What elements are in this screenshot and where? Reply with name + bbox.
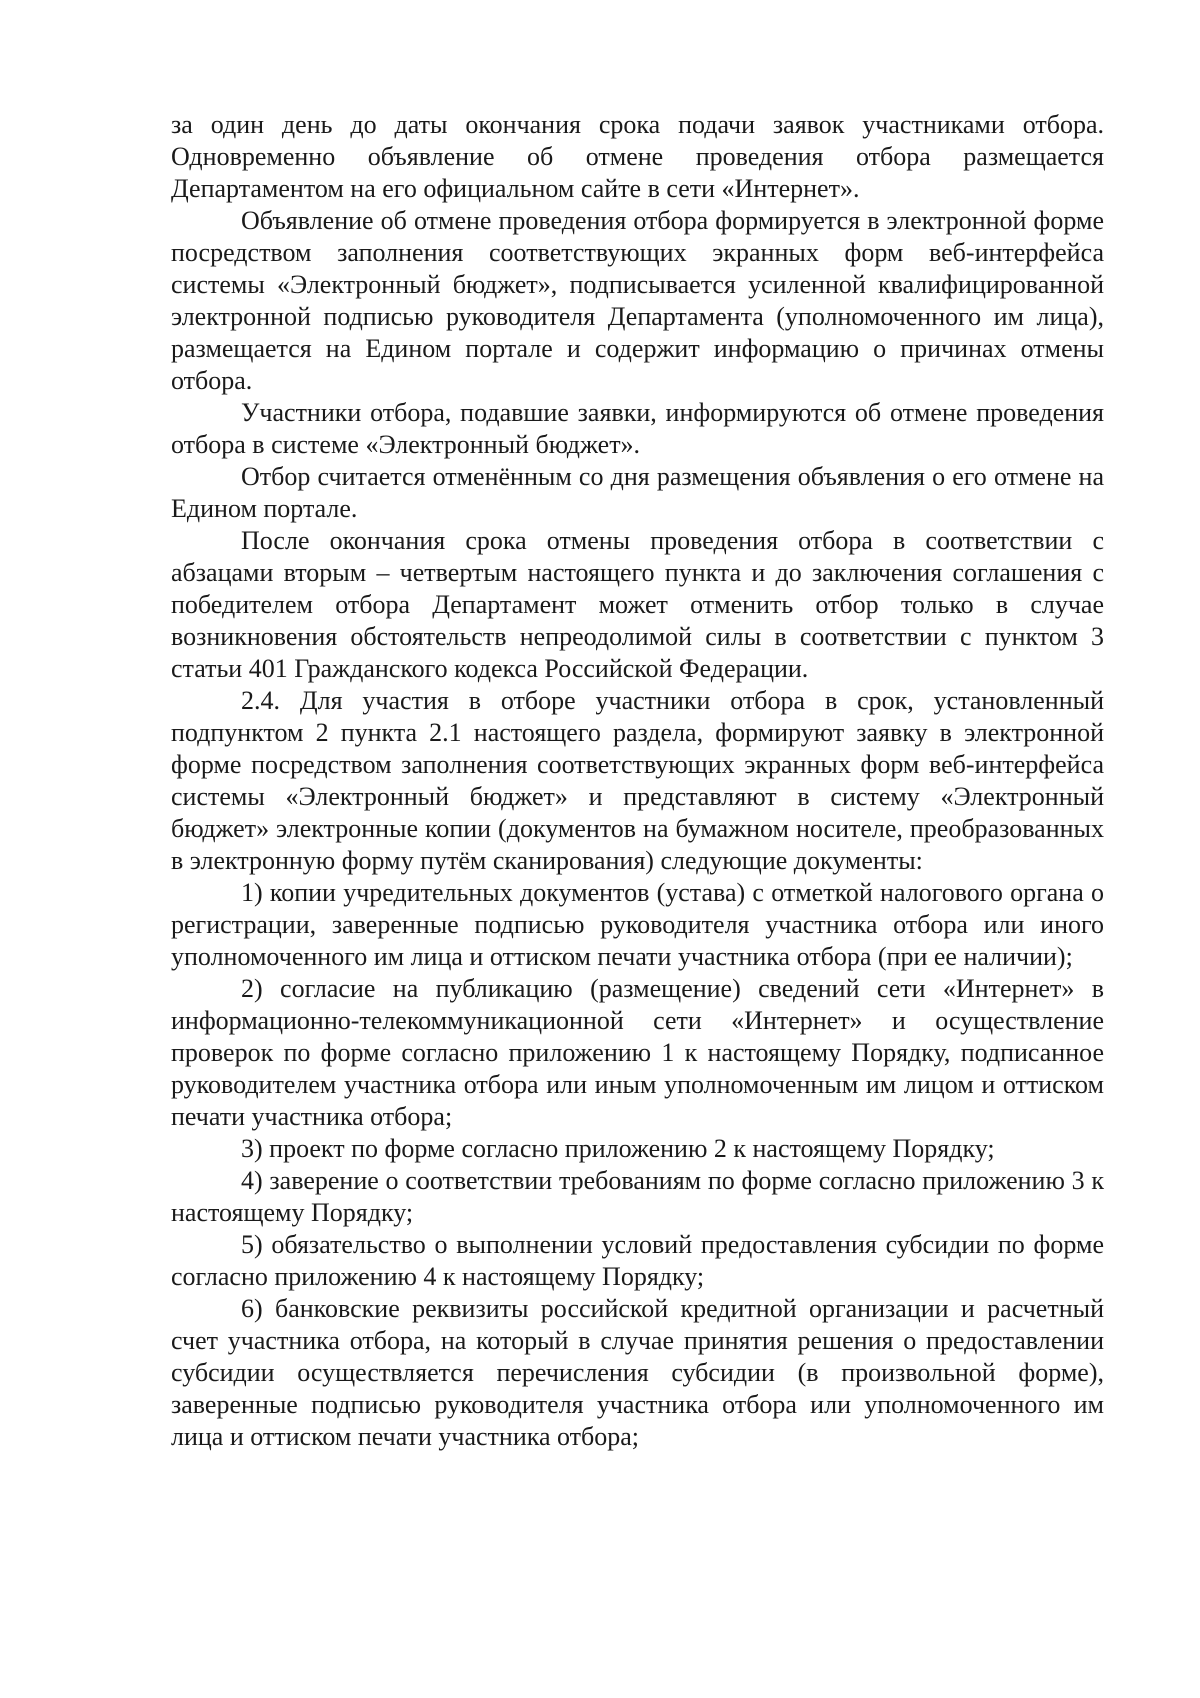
list-item-6: 6) банковские реквизиты российской кредитной организации и расчетный счет участника отбора, на который в случае принятия решения о предоставлении субсидии осуществляется перечисления субсидии (в произвольной форме), заверенные подписью руководителя участника отбора или уполномоченного им лица и оттиском печати участника отбора;: [171, 1294, 1104, 1451]
paragraph-1: за один день до даты окончания срока подачи заявок участниками отбора. Одновременно объявление об отмене проведения отбора размещается Департаментом на его официальном сайте в сети «Интернет».: [171, 110, 1104, 203]
paragraph-5: После окончания срока отмены проведения отбора в соответствии с абзацами вторым – четвертым настоящего пункта и до заключения соглашения с победителем отбора Департамент может отменить отбор только в случае возникновения обстоятельств непреодолимой силы в соответствии с пунктом 3 статьи 401 Гражданского кодекса Российской Федерации.: [171, 526, 1104, 683]
list-item-2: 2) согласие на публикацию (размещение) сведений сети «Интернет» в информационно-телекоммуникационной сети «Интернет» и осуществление проверок по форме согласно приложению 1 к настоящему Порядку, подписанное руководителем участника отбора или иным уполномоченным им лицом и оттиском печати участника отбора;: [171, 974, 1104, 1131]
list-item-5: 5) обязательство о выполнении условий предоставления субсидии по форме согласно приложению 4 к настоящему Порядку;: [171, 1230, 1104, 1291]
paragraph-3: Участники отбора, подавшие заявки, информируются об отмене проведения отбора в системе «Электронный бюджет».: [171, 398, 1104, 459]
paragraph-4: Отбор считается отменённым со дня размещения объявления о его отмене на Едином портале.: [171, 462, 1104, 523]
document-body: [171, 109, 1104, 1453]
list-item-3: 3) проект по форме согласно приложению 2 к настоящему Порядку;: [241, 1134, 995, 1163]
paragraph-6: 2.4. Для участия в отборе участники отбора в срок, установленный подпунктом 2 пункта 2.1 настоящего раздела, формируют заявку в электронной форме посредством заполнения соответствующих экранных форм веб-интерфейса системы «Электронный бюджет» и представляют в систему «Электронный бюджет» электронные копии (документов на бумажном носителе, преобразованных в электронную форму путём сканирования) следующие документы:: [171, 686, 1104, 875]
list-item-4: 4) заверение о соответствии требованиям по форме согласно приложению 3 к настоящему Порядку;: [171, 1166, 1104, 1227]
paragraph-2: Объявление об отмене проведения отбора формируется в электронной форме посредством заполнения соответствующих экранных форм веб-интерфейса системы «Электронный бюджет», подписывается усиленной квалифицированной электронной подписью руководителя Департамента (уполномоченного им лица), размещается на Едином портале и содержит информацию о причинах отмены отбора.: [171, 206, 1104, 395]
list-item-1: 1) копии учредительных документов (устава) с отметкой налогового органа о регистрации, заверенные подписью руководителя участника отбора или иного уполномоченного им лица и оттиском печати участника отбора (при ее наличии);: [171, 878, 1104, 971]
